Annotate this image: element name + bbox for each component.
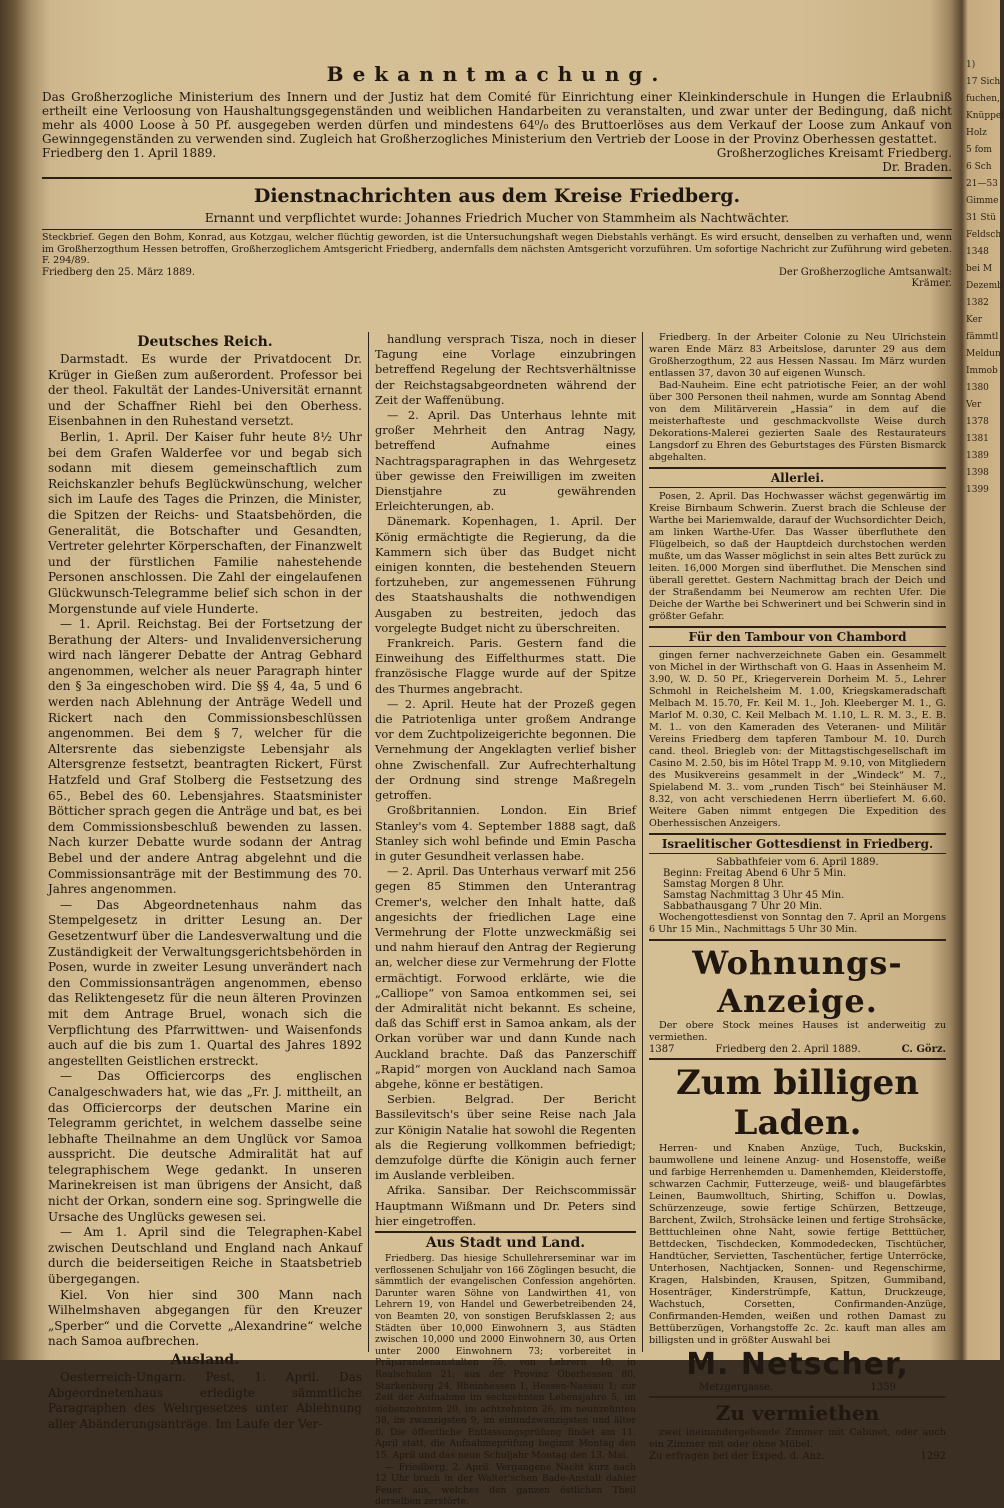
edge-fragment: Ker: [966, 315, 983, 325]
dienst-title: Dienstnachrichten aus dem Kreise Friedberg.: [253, 185, 741, 207]
edge-fragment: 6 Sch: [966, 162, 992, 172]
steckbrief-footer: [42, 267, 952, 289]
steckbrief-signer: Krämer.: [911, 277, 952, 289]
edge-fragment: bei M: [966, 264, 993, 274]
article-paragraph: — 2. April. Das Unterhaus lehnte mit großer Mehrheit den Antrag Nagy, betreffend Aufnahme eines Nachtragsparagraphen in das Wehrgesetz über gewisse den Freiwilligen im zweiten Dienstjahre zu gewährenden Erleichterungen, ab.: [375, 408, 636, 514]
column-3-articles: [649, 332, 946, 464]
vermiethen-ask: Zu erfragen bei der Exped. d. Anz.: [649, 1451, 825, 1462]
edge-fragment: 1380: [966, 383, 989, 393]
article-paragraph: handlung versprach Tisza, noch in dieser Tagung eine Vorlage einzubringen betreffend Regelung der Rechtsverhältnisse der Reichstagsabgeordneten während der Zeit der Waffenübung.: [375, 332, 636, 407]
vermiethen-heading: Zu vermiethen: [715, 1401, 880, 1425]
article-paragraph: — 2. April. Heute hat der Prozeß gegen die Patriotenliga unter großem Andrange vor dem Zuchtpolizeigerichte begonnen. Die Vernehmung der Angeklagten verlief bisher ohne Zwischenfall. Zur Aufrechterhaltung der Ordnung sind strenge Maßregeln getroffen.: [375, 696, 636, 803]
edge-fragment: 1399: [966, 485, 989, 495]
article-paragraph: Frankreich. Paris. Gestern fand die Einweihung des Eiffelthurmes statt. Die französische Flagge wurde auf der Spitze des Thurmes angebracht.: [375, 636, 636, 696]
local-news-paragraph: — Friedberg, 2. April. Vergangene Nacht kurz nach 12 Uhr brach in der Walter'schen Bade-Anstalt dahier Feuer aus, welches den ganzen östlichen Theil derselben zerstörte.: [375, 1461, 636, 1508]
edge-fragment: 1348: [966, 247, 989, 257]
article-paragraph: Bad-Nauheim. Eine echt patriotische Feier, an der wohl über 300 Personen theil nahmen, wurde am Sonntag Abend von dem Militärverein „Hassia“ in dem auf die meisterhafteste und geschmackvollste Weise durch Dekorations-Malerei gezierten Saale des Restaurateurs Langsdorf zu Ehren des Geburtstages des Fürsten Bismarck abgehalten.: [649, 380, 946, 463]
laden-heading: Zum billigen Laden.: [676, 1063, 919, 1143]
local-news-paragraph: Friedberg. Das hiesige Schullehrerseminar war im verflossenen Schuljahr von 166 Zöglingen besucht, die sämmtlich der evangelischen Confession angehörten. Darunter waren Söhne von Landwirthen 41, von Lehrern 19, von Handel und Gewerbetreibenden 24, von Beamten 20, von sonstigen Berufsklassen 2; aus Städten über 10,000 Einwohnern 3, aus Städten zwischen 10,000 und 2000 Einwohnern 30, aus Orten unter 2000 Einwohnern 73; vorbereitet in Präparandenanstalten 75, von Lehrern 10, in Realschulen 21; aus der Provinz Oberhessen 80, Starkenburg 24, Rheinhessen 1, Hessen-Nassau 1; zur Zeit der Aufnahme im sechzehnten Lebensjahre 5, im siebenzehnten 20, im achtzehnten 26, im neunzehnten 38, im zwanzigsten 9, im einundzwanzigsten und älter 8. Die öffentliche Entlassungsprüfung findet am 11. April statt, die Aufnahmeprüfung beginnt Montag den 15. April und das neue Schuljahr Montag den 13. Mai.: [375, 1252, 636, 1462]
article-paragraph: — Das Officiercorps des englischen Canalgeschwaders hat, wie das „Fr. J. mittheilt, an das Officiercorps der deutschen Marine ein Telegramm gerichtet, in welchem dasselbe seine lebhafte Theilnahme an dem Unglück vor Samoa ausspricht. Die deutsche Admiralität hat auf telegraphischem Wege gedankt. In unseren Marinekreisen ist man übrigens der Ansicht, daß nicht der Orkan, sondern eine sog. Springwelle die Ursache des Unglücks gewesen sei.: [48, 1069, 362, 1224]
wohnung-text: Der obere Stock meines Hauses ist anderweitig zu vermiethen.: [649, 1020, 946, 1043]
article-paragraph: — 1. April. Reichstag. Bei der Fortsetzung der Berathung der Alters- und Invalidenversicherung wird nach längerer Debatte der Antrag Gebhard angenommen, welcher als neuer Paragraph hinter den § 3a eingeschoben wird. Die §§ 4, 4a, 5 und 6 werden nach Ablehnung der Anträge Wedell und Rickert nach den Commissionsbeschlüssen angenommen. Bei dem § 7, welcher für die Altersrente das siebenzigste Lebensjahr als Altersgrenze festsetzt, beantragten Rickert, Fürst Hatzfeld und Graf Stolberg die Festsetzung des 65., Bebel des 60. Lebensjahres. Staatsminister Bötticher sprach gegen die Anträge und bat, es bei dem Commissionsbeschluß bewenden zu lassen. Nach kurzer Debatte wurde sodann der Antrag Bebel und der andere Antrag abgelehnt und die Commissionsanträge mit der Bestimmung des 70. Jahres angenommen.: [48, 617, 362, 897]
article-paragraph: Berlin, 1. April. Der Kaiser fuhr heute 8½ Uhr bei dem Grafen Walderfee vor und begab sich sodann mit diesem gemeinschaftlich zum Reichskanzler behufs Beglückwünschung, welcher sich im Laufe des Tages die Prinzen, die Minister, die Spitzen der Reichs- und Staatsbehörden, die Generalität, die Botschafter und Gesandten, Vertreter gelehrter Körperschaften, der Finanzwelt und der fürstlichen Familie nahestehende Personen anschlossen. Die Zahl der eingelaufenen Glückwunsch-Telegramme belief sich schon in der Morgenstunde auf viele Hunderte.: [48, 429, 362, 616]
heading-allerlei: Allerlei.: [649, 467, 946, 488]
article-paragraph: — Am 1. April sind die Telegraphen-Kabel zwischen Deutschland und England nach Ankauf durch die beiderseitigen Reiche in Staatsbetrieb übergegangen.: [48, 1225, 362, 1287]
notice-title: Bekanntmachung.: [326, 62, 668, 86]
service-time-line: Sabbathausgang 7 Uhr 20 Min.: [663, 901, 823, 912]
heading-aus-stadt-und-land: Aus Stadt und Land.: [375, 1231, 636, 1251]
steckbrief-text: Steckbrief. Gegen den Bohm, Konrad, aus Kotzgau, welcher flüchtig geworden, ist die Untersuchungshaft wegen Diebstahls verhängt. Es wird ersucht, denselben zu verhaften und, wenn im Großherzogthum Hessen betroffen, Großherzoglichem Amtsgericht Friedberg, andernfalls dem nächsten Amtsgericht vorzuführen. Um sofortige Nachricht zur Zuführung wird gebeten. F. 294/89.: [42, 232, 952, 266]
heading-gottesdienst: Israelitischer Gottesdienst in Friedberg.: [649, 833, 946, 854]
edge-fragment: Holz: [966, 128, 987, 138]
article-paragraph: Oesterreich-Ungarn. Pest, 1. April. Das Abgeordnetenhaus erledigte sämmtliche Paragraphen des Wehrgesetzes unter Ablehnung aller Abänderungsanträge. Im Laufe der Ver-: [48, 1370, 362, 1431]
next-page-edge: [966, 60, 1004, 1350]
wohnung-date: Friedberg den 2. April 1889.: [715, 1044, 861, 1055]
gottesdienst-end: Wochengottesdienst von Sonntag den 7. April an Morgens 6 Uhr 15 Min., Nachmittags 5 Uhr 30 Min.: [649, 912, 946, 935]
edge-fragment: fuchen,: [966, 94, 1000, 104]
notice-text: Das Großherzogliche Ministerium des Innern und der Justiz hat dem Comité für Einrichtung einer Kleinkinderschule in Hungen die Erlaubniß ertheilt eine Verloosung von Haushaltungsgegenständen und weiblichen Handarbeiten zu veranstalten, und zwar unter der Bedingung, daß nicht mehr als 4000 Loose à 50 Pf. ausgegeben werden dürfen und mindestens 64⁰/₀ des Bruttoerlöses aus dem Verkauf der Loose zum Ankauf von Gewinngegenständen zu verwenden sind. Zugleich hat Großherzogliches Ministerium den Vertrieb der Loose in der Provinz Oberhessen gestattet.: [42, 90, 952, 146]
edge-fragment: Ver: [966, 400, 982, 410]
edge-fragment: 21—53: [966, 179, 998, 189]
edge-fragment: Dezemb: [966, 281, 1003, 291]
article-paragraph: Großbritannien. London. Ein Brief Stanley's vom 4. September 1888 sagt, daß Stanley sich wohl befinde und Emin Pascha in guter Gesundheit verlassen habe.: [375, 803, 636, 863]
edge-fragment: 5 fom: [966, 145, 992, 155]
edge-fragment: 1382: [966, 298, 989, 308]
steckbrief-date: Friedberg den 25. März 1889.: [42, 266, 195, 278]
edge-fragment: Meldun: [966, 349, 1001, 359]
heading-tambour: Für den Tambour von Chambord: [649, 626, 946, 647]
netscher-name: M. Netscher,: [686, 1347, 909, 1382]
divider: [649, 1058, 946, 1060]
columns: [42, 332, 952, 1508]
article-paragraph: — Das Abgeordnetenhaus nahm das Stempelgesetz in dritter Lesung an. Der Gesetzentwurf über die Landesverwaltung und die Zuständigkeit der Verwaltungsgerichtsbehörden in Posen, wurde in zweiter Lesung unverändert nach den Commissionsanträgen angenommen, ebenso das Reliktengesetz für die neun älteren Provinzen mit dem Antrage Bruel, wonach sich die Verpflichtung des Pfarrwittwen- und Waisenfonds auch auf die bis zum 1. Quartal des Jahres 1892 angestellten Geistlichen erstreckt.: [48, 897, 362, 1068]
main-page-area: [42, 62, 952, 1508]
edge-fragment: Immob: [966, 366, 998, 376]
notice-signer: Dr. Braden.: [882, 160, 952, 174]
gottesdienst-times: [649, 868, 946, 912]
edge-fragment: 1381: [966, 434, 989, 444]
dienst-text: Ernannt und verpflichtet wurde: Johannes Friedrich Mucher von Stammheim als Nachtwächter.: [204, 211, 790, 225]
article-paragraph: Friedberg. In der Arbeiter Colonie zu Neu Ulrichstein waren Ende März 83 Arbeitslose, darunter 29 aus dem Großherzogthum, 22 aus Hessen Nassau. Im März wurden entlassen 37, davon 30 auf eigenen Wunsch.: [649, 332, 946, 379]
divider: [649, 939, 946, 941]
heading-deutsches-reich: Deutsches Reich.: [137, 334, 273, 350]
edge-fragment: fämmtl: [966, 332, 999, 342]
netscher-number: 1359: [870, 1382, 896, 1393]
wohnung-number: 1387: [649, 1044, 675, 1055]
column-1-ausland: [48, 1370, 362, 1432]
divider: [42, 177, 952, 179]
edge-fragment: Gimme: [966, 196, 999, 206]
service-time-line: Samstag Nachmittag 3 Uhr 45 Min.: [663, 890, 845, 901]
column-2-local: [375, 1253, 636, 1508]
column-3: [642, 332, 952, 1462]
netscher-footer: [649, 1382, 946, 1393]
gottesdienst-title: Sabbathfeier vom 6. April 1889.: [716, 857, 879, 868]
heading-ausland: Ausland.: [170, 1352, 240, 1368]
divider: [42, 229, 952, 230]
notice-footer: [42, 146, 952, 174]
notice-block: [42, 62, 952, 174]
wohnung-footer: [649, 1044, 946, 1055]
notice-date: Friedberg den 1. April 1889.: [42, 146, 217, 160]
edge-fragment: 1389: [966, 451, 989, 461]
netscher-street: Metzgergasse.: [699, 1382, 774, 1393]
wohnung-heading: Wohnungs-Anzeige.: [692, 944, 903, 1020]
notice-authority: Großherzogliches Kreisamt Friedberg.: [716, 146, 952, 160]
article-paragraph: Dänemark. Kopenhagen, 1. April. Der König ermächtigte die Regierung, da die Kammern sich über das Budget nicht einigen konnten, die bestehenden Steuern fortzuheben, zur angemessenen Führung des Staatshaushalts die nothwendigen Ausgaben zu bestreiten, jedoch das vorgelegte Budget nicht zu überschreiten.: [375, 514, 636, 635]
vermiethen-number: 1292: [920, 1451, 946, 1462]
service-time-line: Samstag Morgen 8 Uhr.: [663, 879, 785, 890]
divider: [649, 1396, 946, 1398]
column-1: [42, 332, 368, 1431]
edge-fragment: 1): [966, 60, 976, 70]
laden-text: Herren- und Knaben Anzüge, Tuch, Buckskin, baumwollene und leinene Anzug- und Hosenstoffe, weiße und farbige Herrenhemden u. Damenhemden, Kleiderstoffe, schwarzen Cachmir, Futterzeuge, weiß- und blaugefärbtes Leinen, Baumwolltuch, Shirting, Schiffon u. Dowlas, Schürzenzeuge, sowie fertige Schürzen, Bettzeuge, Barchent, Zwilch, Strohsäcke leinen und fertige Strohsäcke, Betttuchleinen ohne Naht, sowie fertige Betttücher, Bettdecken, Tischdecken, Kommodedecken, Tischtücher, Handtücher, Servietten, Taschentücher, fertige Unterröcke, Unterhosen, Nachtjacken, Sonnen- und Regenschirme, Kragen, Halsbinden, Krausen, Spitzen, Gummiband, Hosenträger, Kinderstrümpfe, Kattun, Druckzeuge, Wachstuch, Corsetten, Confirmanden-Anzüge, Confirmanden-Hemden, weißen und rothen Damast zu Bettüberzügen, Vorhangstoffe 2c. 2c. kauft man alles am billigsten und in größter Auswahl bei: [649, 1143, 946, 1346]
column-1-articles: [48, 352, 362, 1350]
column-2: [368, 332, 642, 1508]
edge-fragment: Feldsch: [966, 230, 1002, 240]
wohnung-signer: C. Görz.: [901, 1044, 946, 1055]
edge-fragment: 17 Sich: [966, 77, 1001, 87]
article-paragraph: Serbien. Belgrad. Der Bericht Bassilevitsch's über seine Reise nach Jala zur Königin Natalie hat sowohl die Regenten als die Regierung vollkommen befriedigt; demzufolge dürfte die Königin auch ferner im Auslande verbleiben.: [375, 1092, 636, 1183]
article-paragraph: Afrika. Sansibar. Der Reichscommissär Hauptmann Wißmann und Dr. Peters sind hier eingetroffen.: [375, 1183, 636, 1228]
edge-fragment: 1398: [966, 468, 989, 478]
allerlei-text: Posen, 2. April. Das Hochwasser wächst gegenwärtig im Kreise Birnbaum Schwerin. Zuerst brach die Schleuse der Warthe bei Mariemwalde, darauf der Wuchsordichter Deich, am linken Warthe-Ufer. Das Wasser überfluthete den Flügelbeich, so daß der Hauptdeich durchstochen werden mußte, um das Wasser möglichst in sein altes Bett zurück zu leiten. 16,000 Morgen sind überfluthet. Die Menschen sind überall gerettet. Gestern Nachmittag brach der Deich und der Straßendamm bei Neumerow am rechten Ufer. Die Deiche der Warthe bei Schwerinert und bei Schwerin sind in größter Gefahr.: [649, 491, 946, 622]
column-2-articles: [375, 332, 636, 1229]
article-paragraph: — 2. April. Das Unterhaus verwarf mit 256 gegen 85 Stimmen den Unterantrag Cremer's, welcher den Inhalt hatte, daß angesichts der friedlichen Lage eine Vermehrung der Flotte unzweckmäßig sei und nahm hierauf den Antrag der Regierung an, welcher diese zur Vermehrung der Flotte ermächtigt. Forwood erklärte, wie die „Calliope“ von Samoa entkommen sei, sei der Admiralität nicht bekannt. Es scheine, daß das Schiff erst in Samoa ankam, als der Orkan vorüber war und dann Kunde nach Auckland brachte. Daß das Panzerschiff „Rapid“ morgen von Auckland nach Samoa abgehe, könne er bestätigen.: [375, 864, 636, 1091]
edge-fragment: 31 Stü: [966, 213, 996, 223]
edge-fragment: Knüppel: [966, 111, 1004, 121]
vermiethen-footer: [649, 1451, 946, 1462]
article-paragraph: Kiel. Von hier sind 300 Mann nach Wilhelmshaven abgegangen für den Kreuzer „Sperber“ und die Corvette „Alexandrine“ welche nach Samoa aufbrechen.: [48, 1287, 362, 1349]
article-paragraph: Darmstadt. Es wurde der Privatdocent Dr. Krüger in Gießen zum außerordent. Professor bei der theol. Fakultät der Landes-Universität ernannt und der Schaffner Riehl bei den Oberhess. Eisenbahnen in den Ruhestand versetzt.: [48, 352, 362, 429]
tambour-text: gingen ferner nachverzeichnete Gaben ein. Gesammelt von Michel in der Wirthschaft von G. Haas in Assenheim M. 3.90, W. D. 50 Pf., Kriegerverein Dorheim M. 5., Lehrer Schmohl in Reichelsheim M. 1.00, Kriegskameradschaft Melbach M. 15.70, Fr. Keil M. 1., Joh. Kleeberger M. 1., G. Marlof M. 0.30, C. Keil Melbach M. 1.10, L. R. M. 3., E. B. M. 1.. von den Kameraden des Veteranen- und Militär Vereins Friedberg dem tapferen Tambour M. 10. Durch cand. theol. Briegleb von: der Mittagstischgesellschaft im Casino M. 2.50, bis im Hôtel Trapp M. 9.10, von Mitgliedern des Musikvereins gesammelt in der „Windeck“ M. 7., Spielabend M. 3.. vom „runden Tisch“ bei Steinhäuser M. 8.32, von acht verschiedenen Herrn überliefert M. 6.60. Weitere Gaben nimmt entgegen Die Expedition des Oberhessischen Anzeigers.: [649, 650, 946, 829]
steckbrief-authority: Der Großherzogliche Amtsanwalt:: [778, 266, 952, 278]
vermiethen-text: zwei ineinandergehende Zimmer mit Cabinet, oder auch ein Zimmer mit oder ohne Möbel.: [649, 1427, 946, 1450]
service-time-line: Beginn: Freitag Abend 6 Uhr 5 Min.: [663, 868, 847, 879]
edge-fragment: 1378: [966, 417, 989, 427]
